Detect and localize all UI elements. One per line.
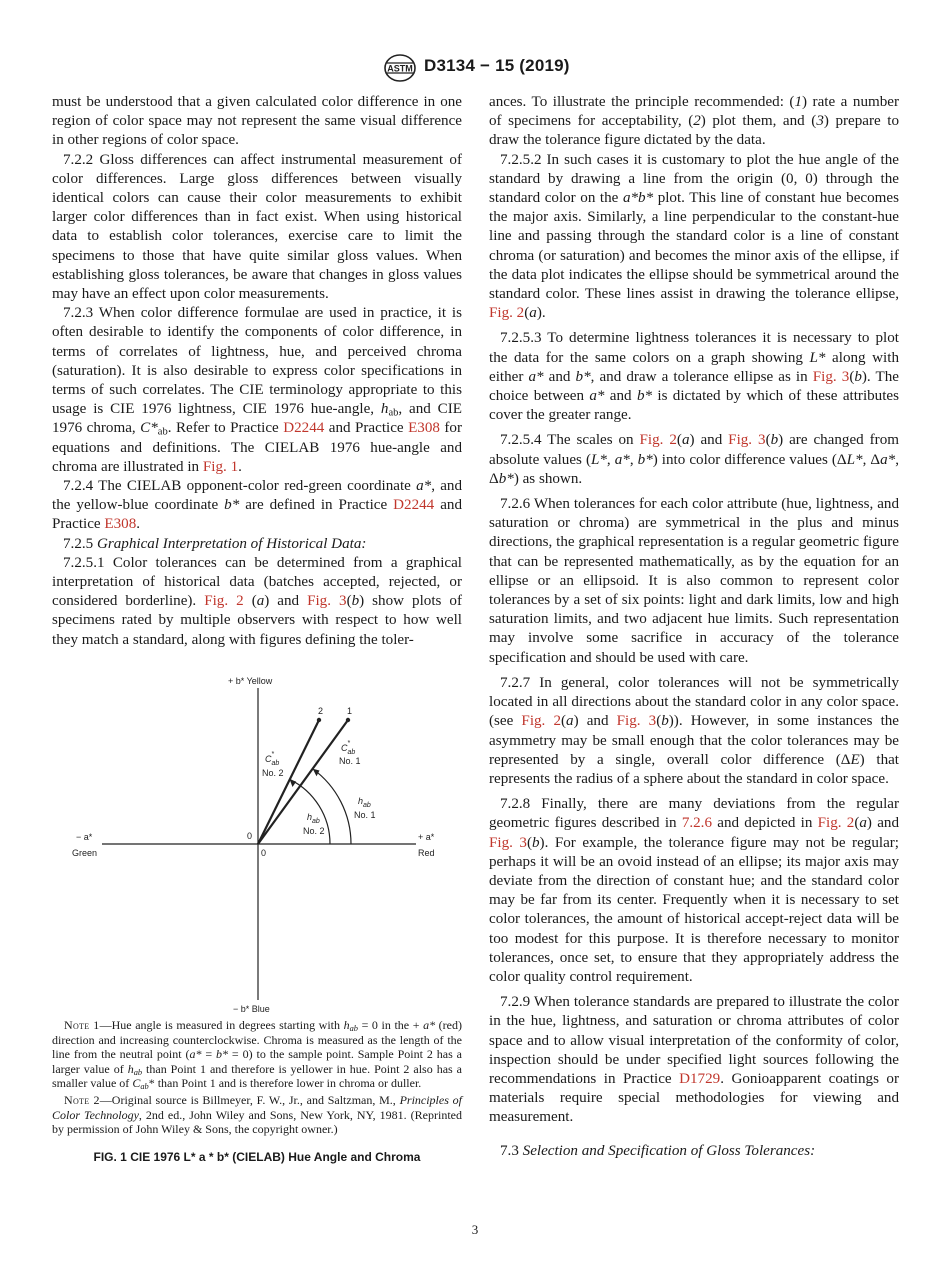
link-e308[interactable]: E308: [408, 420, 440, 437]
link-fig-3[interactable]: Fig. 3: [307, 593, 347, 610]
cielab-diagram: [60, 672, 460, 1020]
paragraph-7-2-5-2: 7.2.5.2 In such cases it is customary to plot the hue angle of the standard by drawing a line from the origin (0, 0) through the standard color on the a*b* plot. This line of constant hue becomes the major axis. Similarly, a line perpendicular to the constant-hue line and passing through the standard color is a line of constant chroma (or saturation) and becomes the minor axis of the ellipse, if the data plot indicates the ellipse should be symmetrical around the standard color. These lines assist in drawing the tolerance ellipse, Fig. 2(a).: [489, 151, 899, 322]
paragraph-7-2-6: 7.2.6 When tolerances for each color attribute (hue, lightness, and saturation or chroma) are symmetrical in the plus and minus directions, the graphical representation is a regular geometric figure that can be represented mathematically, as by the equation for an ellipse or an ellipsoid. It is also common to represent color tolerances by a set of six points: light and dark limits, low and high saturation limits, and two adjacent hue limits. Such representation may involve some sacrifice in accuracy of the tolerance specification and should be used with care.: [489, 496, 899, 666]
astm-logo-text: ASTM: [387, 63, 413, 74]
hue-arc-2-arrowhead: [290, 779, 297, 787]
chroma-label-2-no: No. 2: [262, 768, 284, 778]
left-axis-label-1: − a*: [76, 832, 93, 842]
top-axis-label: + b* Yellow: [228, 676, 273, 686]
astm-logo-icon: [380, 52, 420, 84]
origin-label-lower: 0: [261, 848, 267, 858]
paragraph-7-3: 7.3 Selection and Specification of Gloss Tolerances:: [500, 1142, 816, 1159]
hue-label-2: $h_{ab}$: [307, 812, 320, 825]
link-fig-2b[interactable]: Fig. 2: [639, 432, 677, 449]
left-axis-label-2: Green: [72, 848, 98, 858]
link-fig-3-b[interactable]: Fig. 3: [812, 368, 850, 385]
link-d1729[interactable]: D1729: [679, 1070, 721, 1087]
chroma-label-2: $C_{ab}*$: [265, 751, 280, 767]
link-d2244[interactable]: D2244: [283, 420, 325, 437]
left-column: [52, 93, 462, 650]
paragraph-7-2-8: 7.2.8 Finally, there are many deviations from the regular geometric figures described in 7.2.6 and depicted in Fig. 2(a) and Fig. 3(b). For example, the tolerance figure may not be regular; perhaps it will be an ovoid instead of an ellipse; its major axis may deviate from the direction of constant hue; and the standard color may be far from its center. Frequently when it is necessary to set color tolerances, the amount of historical accept-reject data will be too modest for this purpose. It is therefore necessary to monitor tolerances, once set, to ensure that they appropriately address the color quality control requirement.: [489, 796, 899, 985]
right-axis-label-2: Red: [418, 848, 435, 858]
point-1-label: 1: [347, 706, 353, 716]
link-fig-2d[interactable]: Fig. 2: [817, 815, 855, 832]
bottom-axis-label: − b* Blue: [233, 1004, 270, 1014]
link-fig-3-c[interactable]: Fig. 3: [728, 432, 766, 449]
link-fig-2a[interactable]: Fig. 2: [489, 305, 525, 322]
page-number: 3: [471, 1222, 479, 1237]
link-fig-2[interactable]: Fig. 2: [204, 593, 244, 610]
note-1: Note 1—Hue angle is measured in degrees starting with $h_{ab} = 0$ in the + a* (red) direction and increasing counterclockwise. Chroma is measured as the length of the line from the neutral point (a* = b* = 0) to the sample point. Sample Point 2 has a larger value of $h_{ab}$ than Point 1 and therefore is yellower in hue. Point 2 also has a smaller value of $C_{ab}*$ than Point 1 and is therefore lower in chroma or duller.: [52, 1018, 462, 1092]
link-d2244-b[interactable]: D2244: [393, 497, 435, 514]
point-2-label: 2: [318, 706, 324, 716]
hue-arc-1-arrowhead: [313, 769, 320, 777]
paragraph-7-2-5-3: 7.2.5.3 To determine lightness tolerances it is necessary to plot the data for the same colors on a graph showing L* along with either a* and b*, and draw a tolerance ellipse as in Fig. 3(b). The choice between a* and b* is dictated by which of these attributes cover the greater range.: [489, 330, 899, 424]
right-axis-label-1: + a*: [418, 832, 435, 842]
paragraph-7-2-7: 7.2.7 In general, color tolerances will not be symmetrically located in all directions about the standard color in any color space. (see Fig. 2(a) and Fig. 3(b)). However, in some instances the asymmetry may be small enough that the color tolerances may be represented by a single, overall color difference (ΔE) that represents the radius of a sphere about the standard in color space.: [489, 674, 900, 787]
paragraph-7-2-5-1: 7.2.5.1 Color tolerances can be determined from a graphical interpretation of historical data (batches accepted, rejected, or considered borderline). Fig. 2 (a) and Fig. 3(b) show plots of specimens rated by multiple observers with respect to how well they match a standard, along with figures defining the toler-: [52, 554, 462, 648]
right-column: [489, 93, 899, 1161]
chroma-label-1-no: No. 1: [339, 756, 361, 766]
figure-caption: FIG. 1 CIE 1976 L* a * b* (CIELAB) Hue Angle and Chroma: [93, 1150, 421, 1164]
note-2: Note 2—Original source is Billmeyer, F. W., Jr., and Saltzman, M., Principles of Color Technology, 2nd ed., John Wiley and Sons, New York, NY, 1981. (Reprinted by permission of John Wiley & Sons, the copyright owner.): [52, 1092, 462, 1137]
hue-label-1-no: No. 1: [354, 810, 376, 820]
paragraph-7-2-5-4: 7.2.5.4 The scales on Fig. 2(a) and Fig. 3(b) are changed from absolute values (L*, a*, b*) into color difference values (ΔL*, Δa*, Δb*) as shown.: [489, 432, 899, 487]
link-fig-2c[interactable]: Fig. 2: [521, 713, 561, 730]
paragraph-continued: must be understood that a given calculated color difference in one region of color space may not represent the same visual difference in other regions of color space.: [52, 94, 462, 149]
link-fig-1[interactable]: Fig. 1: [202, 458, 239, 475]
link-fig-3-e[interactable]: Fig. 3: [489, 834, 527, 851]
figure-1-diagram: [60, 672, 460, 1020]
figure-notes: [52, 1018, 462, 1139]
chroma-label-1: $C_{ab}*$: [341, 740, 356, 756]
paragraph-7-2-4: 7.2.4 The CIELAB opponent-color red-green coordinate a*, and the yellow-blue coordinate b* are defined in Practice D2244 and Practice E308.: [52, 478, 462, 533]
sample-point-1: [346, 718, 350, 722]
paragraph-7-2-9: 7.2.9 When tolerance standards are prepared to illustrate the color in the hue, lightness, and saturation or chroma attributes of color space and to allow visual interpretation of the conformity of color, inspection should be under specified light sources following the recommendations in Practice D1729. Gonioapparent coatings or materials require special methodologies for viewing and measurement.: [489, 994, 899, 1126]
paragraph-7-2-5: 7.2.5 Graphical Interpretation of Historical Data:: [63, 535, 367, 552]
sample-point-2: [317, 718, 321, 722]
paragraph-continued-right: ances. To illustrate the principle recommended: (1) rate a number of specimens for acceptability, (2) plot them, and (3) prepare to draw the tolerance figure dictated by the data.: [489, 94, 900, 149]
document-id: D3134 − 15 (2019): [424, 56, 570, 75]
paragraph-7-2-2: 7.2.2 Gloss differences can affect instrumental measurement of color differences. Large gloss differences between visually identical colors can cause their color measurements to exhibit larger color differences than in fact exist. When using historical data to establish color tolerances, exercise care to limit the specimens to those that have quite similar gloss values. When establishing gloss tolerances, be aware that changes in gloss values may have an effect upon color measurements.: [52, 151, 462, 303]
origin-label-upper: 0: [247, 831, 253, 841]
hue-label-2-no: No. 2: [303, 826, 325, 836]
hue-label-1: $h_{ab}$: [358, 796, 371, 809]
link-7-2-6[interactable]: 7.2.6: [681, 815, 712, 832]
link-e308-b[interactable]: E308: [104, 516, 137, 533]
page-header: [0, 52, 950, 88]
paragraph-7-2-3: 7.2.3 When color difference formulae are used in practice, it is often desirable to identify the components of color difference, in terms of correlates of lightness, hue, and perceived chroma (saturation). It is also desirable to express color specifications in terms of such correlates. The CIE terminology appropriate to this usage is CIE 1976 lightness, CIE 1976 hue-angle, $h_{ab}$, and CIE 1976 chroma, $C*_{ab}$. Refer to Practice D2244 and Practice E308 for equations and definitions. The CIELAB 1976 hue-angle and chroma are illustrated in Fig. 1.: [52, 305, 463, 475]
link-fig-3-d[interactable]: Fig. 3: [616, 713, 657, 730]
